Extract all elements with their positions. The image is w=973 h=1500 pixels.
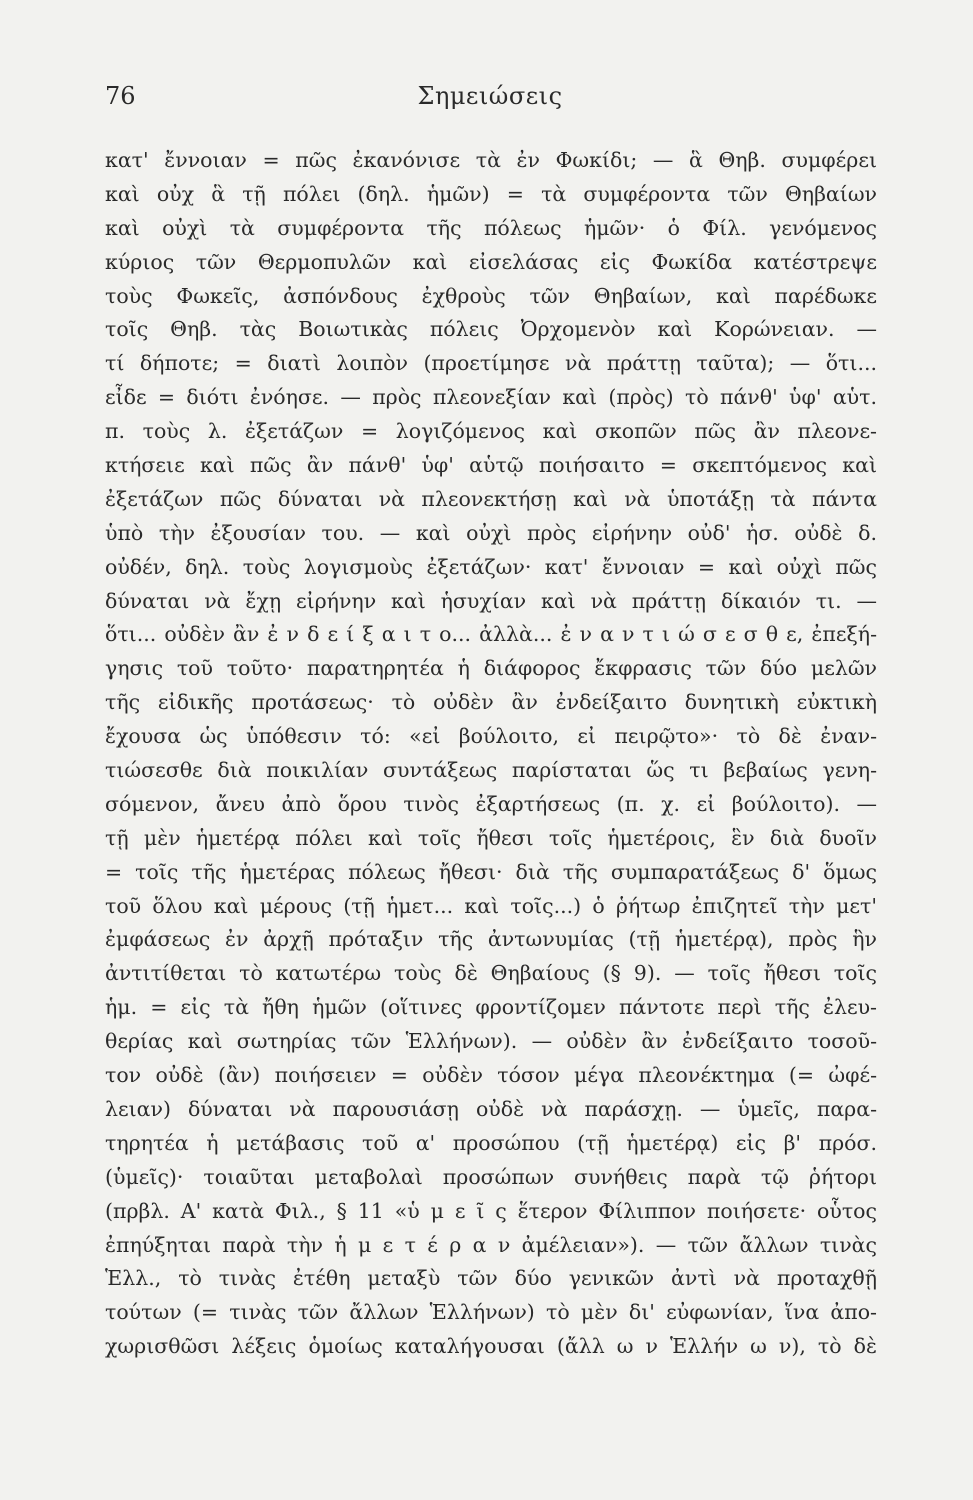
page-header bbox=[105, 82, 875, 122]
text-line: τί δήποτε; = διατὶ λοιπὸν (προετίμησε νὰ πράττῃ ταῦτα); — ὅτι... bbox=[105, 351, 877, 376]
text-line: τιώσεσθε διὰ ποικιλίαν συντάξεως παρίσταται ὥς τι βεβαίως γενη- bbox=[105, 758, 877, 783]
text-line: ἐξετάζων πῶς δύναται νὰ πλεονεκτήσῃ καὶ νὰ ὑποτάξῃ τὰ πάντα bbox=[105, 486, 877, 511]
text-line: λειαν) δύναται νὰ παρουσιάσῃ οὐδὲ νὰ παράσχῃ. — ὑμεῖς, παρα- bbox=[105, 1096, 877, 1121]
text-line: τῆς εἰδικῆς προτάσεως· τὸ οὐδὲν ἂν ἐνδείξαιτο δυνητικὴ εὐκτικὴ bbox=[105, 690, 877, 715]
text-line: τοὺς Φωκεῖς, ἀσπόνδους ἐχθροὺς τῶν Θηβαίων, καὶ παρέδωκε bbox=[105, 283, 877, 308]
text-line: καὶ οὐχὶ τὰ συμφέροντα τῆς πόλεως ἡμῶν· ὁ Φίλ. γενόμενος bbox=[105, 215, 877, 240]
text-line: ἀντιτίθεται τὸ κατωτέρω τοὺς δὲ Θηβαίους (§ 9). — τοῖς ἤθεσι τοῖς bbox=[105, 961, 877, 986]
text-line: καὶ οὐχ ἃ τῇ πόλει (δηλ. ἡμῶν) = τὰ συμφέροντα τῶν Θηβαίων bbox=[105, 181, 877, 206]
text-line: (πρβλ. Α' κατὰ Φιλ., § 11 «ὑ μ ε ῖ ς ἕτερον Φίλιππον ποιήσετε· οὗτος bbox=[105, 1198, 877, 1223]
text-line: ὑπὸ τὴν ἐξουσίαν του. — καὶ οὐχὶ πρὸς εἰρήνην οὐδ' ἡσ. οὐδὲ δ. bbox=[105, 520, 877, 545]
page-number: 76 bbox=[105, 82, 136, 110]
text-line: Ἑλλ., τὸ τινὰς ἐτέθη μεταξὺ τῶν δύο γενικῶν ἀντὶ νὰ προταχθῇ bbox=[105, 1266, 877, 1291]
text-line: ἡμ. = εἰς τὰ ἤθη ἡμῶν (οἵτινες φροντίζομεν πάντοτε περὶ τῆς ἐλευ- bbox=[105, 995, 877, 1020]
text-line: κατ' ἔννοιαν = πῶς ἐκανόνισε τὰ ἐν Φωκίδι; — ἃ Θηβ. συμφέρει bbox=[105, 148, 877, 172]
text-line: χωρισθῶσι λέξεις ὁμοίως καταλήγουσαι (ἄλλ ω ν Ἑλλήν ω ν), τὸ δὲ bbox=[105, 1334, 877, 1359]
text-line: δύναται νὰ ἔχῃ εἰρήνην καὶ ἡσυχίαν καὶ νὰ πράττῃ δίκαιόν τι. — bbox=[105, 588, 877, 613]
text-line: εἶδε = διότι ἐνόησε. — πρὸς πλεονεξίαν καὶ (πρὸς) τὸ πάνθ' ὑφ' αὑτ. bbox=[105, 385, 877, 410]
text-line: κτήσειε καὶ πῶς ἂν πάνθ' ὑφ' αὑτῷ ποιήσαιτο = σκεπτόμενος καὶ bbox=[105, 453, 877, 478]
text-line: τούτων (= τινὰς τῶν ἄλλων Ἑλλήνων) τὸ μὲν δι' εὐφωνίαν, ἵνα ἀπο- bbox=[105, 1300, 877, 1325]
text-line: κύριος τῶν Θερμοπυλῶν καὶ εἰσελάσας εἰς Φωκίδα κατέστρεψε bbox=[105, 249, 877, 274]
text-line: = τοῖς τῆς ἡμετέρας πόλεως ἤθεσι· διὰ τῆς συμπαρατάξεως δ' ὅμως bbox=[105, 859, 877, 884]
text-line: ἔχουσα ὡς ὑπόθεσιν τό: «εἰ βούλοιτο, εἰ πειρῷτο»· τὸ δὲ ἐναν- bbox=[105, 724, 877, 749]
text-line: (ὑμεῖς)· τοιαῦται μεταβολαὶ προσώπων συνήθεις παρὰ τῷ ῥήτορι bbox=[105, 1164, 877, 1189]
text-line: οὐδέν, δηλ. τοὺς λογισμοὺς ἐξετάζων· κατ' ἔννοιαν = καὶ οὐχὶ πῶς bbox=[105, 554, 877, 579]
text-line: π. τοὺς λ. ἐξετάζων = λογιζόμενος καὶ σκοπῶν πῶς ἂν πλεονε- bbox=[105, 419, 877, 444]
text-line: ἐμφάσεως ἐν ἀρχῇ πρόταξιν τῆς ἀντωνυμίας (τῇ ἡμετέρᾳ), πρὸς ἣν bbox=[105, 927, 877, 952]
text-line: ὅτι... οὐδὲν ἂν ἐ ν δ ε ί ξ α ι τ ο... ἀλλὰ... ἐ ν α ν τ ι ώ σ ε σ θ ε, ἐπεξή- bbox=[105, 622, 877, 647]
text-line: τοῖς Θηβ. τὰς Βοιωτικὰς πόλεις Ὀρχομενὸν καὶ Κορώνειαν. — bbox=[105, 317, 877, 342]
text-line: σόμενον, ἄνευ ἀπὸ ὅρου τινὸς ἐξαρτήσεως (π. χ. εἰ βούλοιτο). — bbox=[105, 791, 877, 816]
text-line: τῇ μὲν ἡμετέρᾳ πόλει καὶ τοῖς ἤθεσι τοῖς ἡμετέροις, ἓν διὰ δυοῖν bbox=[105, 825, 877, 850]
running-head: Σημειώσεις bbox=[417, 82, 563, 110]
text-line: τηρητέα ἡ μετάβασις τοῦ α' προσώπου (τῇ ἡμετέρᾳ) εἰς β' πρόσ. bbox=[105, 1130, 877, 1155]
text-line: τον οὐδὲ (ἂν) ποιήσειεν = οὐδὲν τόσον μέγα πλεονέκτημα (= ὠφέ- bbox=[105, 1063, 877, 1088]
text-line: γησις τοῦ τοῦτο· παρατηρητέα ἡ διάφορος ἔκφρασις τῶν δύο μελῶν bbox=[105, 656, 877, 681]
text-line: θερίας καὶ σωτηρίας τῶν Ἑλλήνων). — οὐδὲν ἂν ἐνδείξαιτο τοσοῦ- bbox=[105, 1029, 877, 1054]
text-line: ἐπηύξηται παρὰ τὴν ἡ μ ε τ έ ρ α ν ἀμέλειαν»). — τῶν ἄλλων τινὰς bbox=[105, 1232, 877, 1257]
text-line: τοῦ ὅλου καὶ μέρους (τῇ ἡμετ... καὶ τοῖς...) ὁ ῥήτωρ ἐπιζητεῖ τὴν μετ' bbox=[105, 893, 877, 918]
notes-text-block bbox=[105, 144, 877, 1364]
